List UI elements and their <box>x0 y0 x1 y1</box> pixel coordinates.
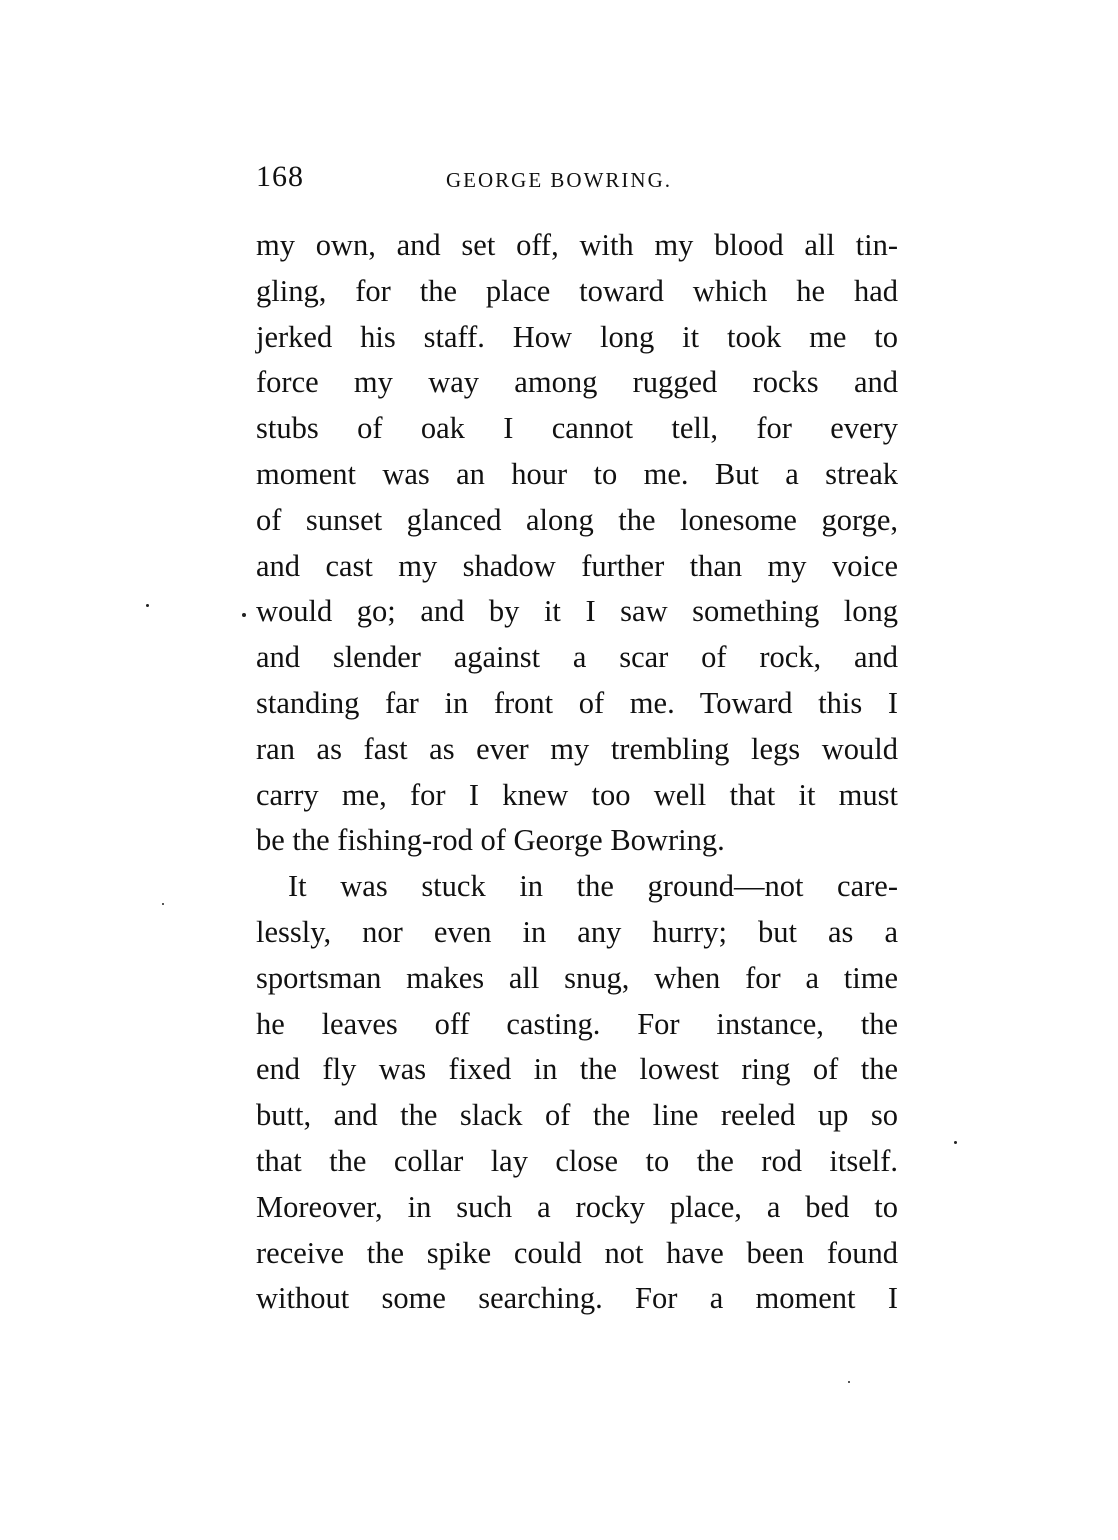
text-line: without some searching. For a moment I <box>256 1281 898 1316</box>
paragraph-1 <box>256 223 898 864</box>
text-line: that the collar lay close to the rod itself. <box>256 1143 898 1178</box>
page-header <box>256 160 916 200</box>
body-text <box>256 223 898 1322</box>
text-line: jerked his staff. How long it took me to <box>256 319 898 354</box>
scan-speck <box>954 1141 957 1144</box>
text-line: ran as fast as ever my trembling legs would <box>256 731 898 766</box>
scan-speck <box>162 903 164 905</box>
running-title: GEORGE BOWRING. <box>446 168 672 192</box>
text-line: and cast my shadow further than my voice <box>256 548 898 583</box>
scan-speck <box>242 613 246 617</box>
text-line: stubs of oak I cannot tell, for every <box>256 411 898 446</box>
text-line: receive the spike could not have been found <box>256 1235 898 1270</box>
scan-speck <box>848 1381 850 1383</box>
text-line: standing far in front of me. Toward this I <box>256 685 898 720</box>
text-line: lessly, nor even in any hurry; but as a <box>256 914 898 949</box>
text-line: end fly was fixed in the lowest ring of the <box>256 1052 898 1087</box>
text-line: It was stuck in the ground—not care- <box>288 869 898 904</box>
text-line: and slender against a scar of rock, and <box>256 640 898 675</box>
text-line: force my way among rugged rocks and <box>256 365 898 400</box>
text-line: would go; and by it I saw something long <box>256 594 898 629</box>
text-line: carry me, for I knew too well that it must <box>256 777 898 812</box>
scan-speck <box>146 604 149 607</box>
text-line: gling, for the place toward which he had <box>256 273 898 308</box>
paragraph-2 <box>256 864 898 1322</box>
text-line: of sunset glanced along the lonesome gorge, <box>256 502 898 537</box>
text-line: butt, and the slack of the line reeled up so <box>256 1098 898 1133</box>
text-line: sportsman makes all snug, when for a time <box>256 960 898 995</box>
text-line: my own, and set off, with my blood all tin- <box>256 228 898 262</box>
text-line: be the fishing-rod of George Bowring. <box>256 823 725 858</box>
page-number: 168 <box>256 160 304 193</box>
text-line: Moreover, in such a rocky place, a bed to <box>256 1189 898 1224</box>
text-line: moment was an hour to me. But a streak <box>256 456 898 491</box>
text-line: he leaves off casting. For instance, the <box>256 1006 898 1041</box>
